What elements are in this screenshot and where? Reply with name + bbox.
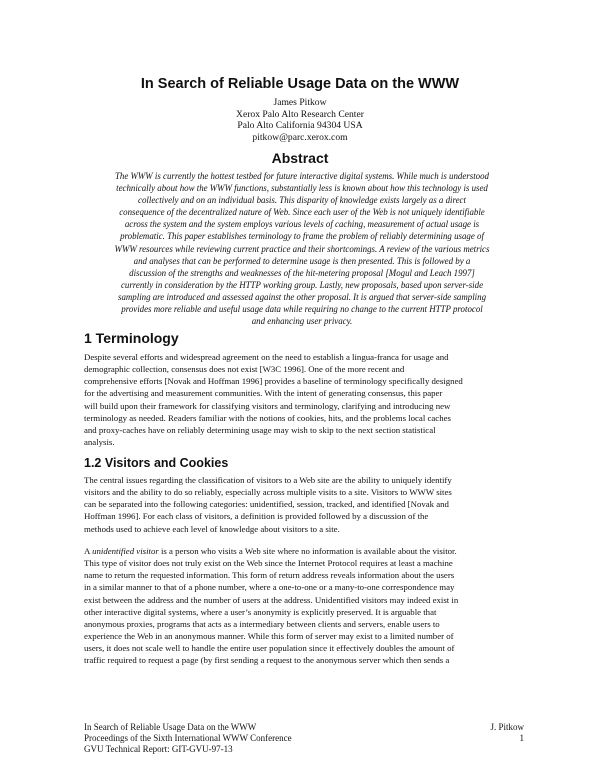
paragraph-line: Hoffman 1996]. For each class of visitors, a definition is provided followed by a discussion of the [84,511,429,522]
footer-line: GVU Technical Report: GIT-GVU-97-13 [84,744,233,754]
paragraph-line: analysis. [84,437,115,448]
paragraph-line: demographic collection, consensus does not exist [W3C 1996]. One of the more recent and [84,364,405,375]
paragraph-line: anonymous proxies, programs that acts as a intermediary between clients and servers, enable users to [84,618,440,629]
paragraph-line: users, it does not scale well to handle the entire user population since it effectively doubles the amount of [84,643,455,654]
paragraph-line: will build upon their framework for classifying visitors and terminology, clarifying and introducing new [84,400,451,411]
paragraph-line: can be separated into the following categories: unidentified, session, tracked, and identified [Novak and [84,499,449,510]
abstract-line: across the system and the system employs various levels of caching, measurement of actual usage is [124,219,480,230]
footer-right [490,722,524,744]
section-1-2-paragraph-2 [84,545,524,667]
abstract-line: problematic. This paper establishes terminology to frame the problem of reliably determining usage of [120,231,484,242]
paragraph-line: exist between the address and the number of users at the address. Unidentified visitors may indeed exist in [84,594,459,605]
section-1-2-paragraph-1 [84,474,524,535]
paragraph-line: traffic required to request a page (by first sending a request to the anonymous server which then sends a [84,655,450,666]
section-1-heading: 1 Terminology [84,330,179,346]
section-1-2-heading: 1.2 Visitors and Cookies [84,456,229,470]
paragraph-line: This type of visitor does not truly exist on the Web since the Internet Protocol requires at least a machine [84,558,453,569]
paragraph-line: experience the Web in an anonymous manner. While this form of server may exist to a limited number of [84,631,454,642]
paragraph-line: name to return the requested information. This form of return address reveals information about the users [84,570,455,581]
footer-line: In Search of Reliable Usage Data on the WWW [84,722,257,732]
author-name: James Pitkow [273,97,327,108]
abstract-line: provides more reliable and useful usage data while requiring no change to the current HTTP protocol [121,304,483,315]
footer-citation [84,722,292,755]
paragraph-line: The central issues regarding the classification of visitors to a Web site are the ability to uniquely identify [84,475,452,485]
abstract-line: WWW resources while reviewing current practice and their shortcomings. A review of the various metrics [114,243,490,254]
abstract-line: sampling are introduced and assessed against the other proposal. It is argued that server-side sampling [117,291,487,302]
paragraph-line: Despite several efforts and widespread agreement on the need to establish a lingua-franca for usage and [84,352,449,362]
paragraph-line: and proxy-caches have on reliably determining usage may wish to skip to the next section statistical [84,424,436,435]
paragraph-line: comprehensive efforts [Novak and Hoffman 1996] provides a baseline of terminology specifically designed [84,376,463,387]
author-address: Palo Alto California 94304 USA [237,120,363,131]
paragraph-line: visitors and the ability to do so reliably, especially across multiple visits to a site. Visitors to WWW sites [84,487,452,498]
author-email: pitkow@parc.xerox.com [252,131,348,143]
abstract-body [112,170,492,327]
paragraph-line: terminology as needed. Readers familiar with the notions of cookies, hits, and the problems local caches [84,412,451,423]
paragraph-line: A unidentified visitor is a person who visits a Web site where no information is available about the visitor. [84,546,457,556]
page-number: 1 [519,733,524,743]
author-affiliation: Xerox Palo Alto Research Center [236,108,364,120]
abstract-line: and enhancing user privacy. [251,316,353,327]
abstract-line: discussion of the strengths and weaknesses of the hit-metering proposal [Mogul and Leach 1997] [129,267,475,278]
abstract-heading: Abstract [271,150,329,166]
paragraph-line: other interactive digital systems, where a user’s anonymity is explicitly preserved. It is arguable that [84,606,437,617]
term-unidentified-visitor: unidentified visitor [92,546,159,556]
paragraph-line: methods used to achieve each level of knowledge about visitors to a site. [84,523,340,534]
abstract-line: technically about how the WWW functions, substantially less is known about how this technology is used [116,183,488,194]
paragraph-line: for the advertising and measurement communities. With the intent of generating consensus, this paper [84,388,443,399]
footer-line: Proceedings of the Sixth International WWW Conference [84,733,292,743]
paper-title: In Search of Reliable Usage Data on the WWW [140,76,460,92]
footer-author: J. Pitkow [490,722,524,732]
abstract-line: consequence of the decentralized nature of Web. Since each user of the Web is not uniquely identifiable [119,207,485,218]
abstract-line: The WWW is currently the hottest testbed for future interactive digital systems. While much is understood [114,171,489,181]
abstract-line: collectively and on an individual basis. This disparity of knowledge exists largely as a direct [138,195,466,206]
section-1-body [84,351,524,448]
paragraph-line: in a similar manner to that of a phone number, where a one-to-one or a many-to-one correspondence may [84,582,455,593]
abstract-line: currently in consideration by the HTTP working group. Lastly, new proposals, based upon server-side [120,279,484,290]
abstract-line: and analyses that can be performed to determine usage is then presented. This is followed by a [133,255,471,266]
